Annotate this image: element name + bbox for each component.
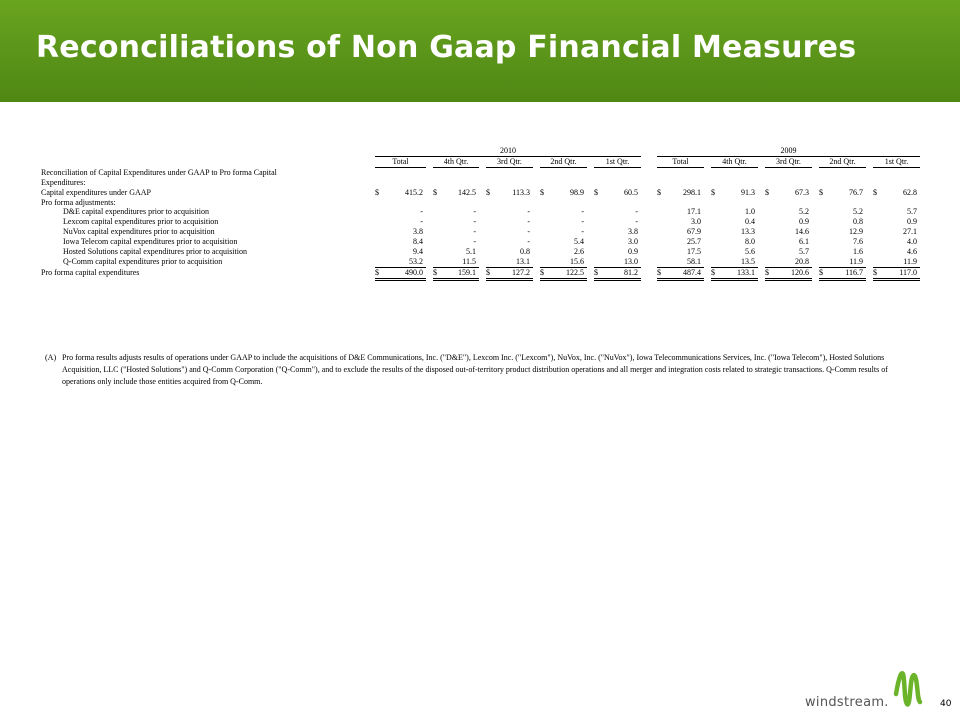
gap-cell — [587, 156, 594, 167]
gap-cell — [587, 217, 594, 227]
gap-cell — [479, 156, 486, 167]
column-header: 3rd Qtr. — [765, 156, 812, 167]
logo-wordmark: windstream. — [805, 695, 889, 710]
currency-cell — [765, 227, 778, 237]
currency-cell — [657, 207, 670, 217]
column-header: 2nd Qtr. — [540, 156, 587, 167]
gap-cell — [426, 247, 433, 257]
currency-cell — [765, 237, 778, 247]
column-header-row — [41, 156, 920, 167]
value-cell: 3.8 — [413, 227, 423, 237]
gap-cell — [812, 207, 819, 217]
currency-cell — [486, 247, 499, 257]
gap-cell — [641, 257, 657, 267]
value-cell: 13.5 — [724, 257, 758, 267]
currency-cell: $ — [657, 187, 661, 197]
value-cell: 113.3 — [512, 187, 530, 197]
currency-cell — [540, 237, 553, 247]
value-cell: 3.8 — [628, 227, 638, 237]
gap-cell — [641, 237, 657, 247]
currency-cell: $ — [819, 267, 832, 279]
currency-cell: $ — [765, 267, 778, 279]
currency-cell — [873, 257, 886, 267]
gap-cell — [704, 267, 711, 279]
value-cell: - — [527, 207, 530, 217]
value-cell: 81.2 — [607, 267, 641, 279]
currency-cell — [594, 257, 607, 267]
gap-cell — [426, 267, 433, 279]
gap-cell — [479, 237, 486, 247]
currency-cell — [594, 227, 607, 237]
currency-cell — [657, 227, 670, 237]
currency-cell: $ — [765, 187, 769, 197]
currency-cell — [765, 217, 778, 227]
gap-cell — [479, 267, 486, 279]
gap-cell — [479, 188, 486, 198]
value-cell: - — [581, 227, 584, 237]
value-cell: 5.2 — [799, 207, 809, 217]
column-header: 4th Qtr. — [433, 156, 479, 167]
value-cell: - — [420, 207, 423, 217]
gap-cell — [812, 217, 819, 227]
gap-cell — [479, 217, 486, 227]
gap-cell — [533, 217, 540, 227]
currency-cell — [486, 227, 499, 237]
currency-cell — [819, 257, 832, 267]
page-number: 40 — [940, 699, 952, 709]
gap-cell — [812, 188, 819, 198]
value-cell: 490.0 — [388, 267, 426, 279]
value-cell: 4.6 — [907, 247, 917, 257]
gap-cell — [533, 257, 540, 267]
value-cell: 6.1 — [799, 237, 809, 247]
value-cell: 12.9 — [849, 227, 863, 237]
gap-cell — [758, 207, 765, 217]
currency-cell — [540, 217, 553, 227]
currency-cell — [819, 207, 832, 217]
gap-cell — [758, 227, 765, 237]
currency-cell — [819, 237, 832, 247]
gap-cell — [704, 257, 711, 267]
currency-cell — [540, 227, 553, 237]
gap-cell — [479, 247, 486, 257]
blank-cell — [41, 156, 375, 167]
value-cell: 13.1 — [499, 257, 533, 267]
gap-cell — [587, 207, 594, 217]
value-cell: 1.6 — [853, 247, 863, 257]
value-cell: 17.1 — [687, 207, 701, 217]
value-cell: - — [527, 217, 530, 227]
table-body — [41, 146, 920, 279]
currency-cell — [873, 227, 886, 237]
row-label: Expenditures: — [41, 177, 86, 187]
currency-cell: $ — [711, 187, 715, 197]
value-cell: 159.1 — [446, 267, 479, 279]
currency-cell — [873, 237, 886, 247]
row-label: Capital expenditures under GAAP — [41, 187, 151, 197]
value-cell: 76.7 — [849, 187, 863, 197]
value-cell: 122.5 — [553, 267, 587, 279]
value-cell: 127.2 — [499, 267, 533, 279]
value-cell: - — [527, 237, 530, 247]
currency-cell — [819, 227, 832, 237]
value-cell: 0.4 — [745, 217, 755, 227]
gap-cell — [812, 267, 819, 279]
gap-cell — [533, 156, 540, 167]
value-cell: 17.5 — [687, 247, 701, 257]
value-cell: 1.0 — [745, 207, 755, 217]
gap-cell — [704, 207, 711, 217]
gap-cell — [866, 237, 873, 247]
currency-cell — [486, 257, 499, 267]
title-bar — [0, 0, 960, 102]
currency-cell — [594, 247, 607, 257]
value-cell: - — [473, 227, 476, 237]
value-cell: 142.5 — [458, 187, 476, 197]
gap-cell — [587, 247, 594, 257]
gap-cell — [587, 267, 594, 279]
currency-cell — [657, 257, 670, 267]
currency-cell — [873, 247, 886, 257]
value-cell: 67.9 — [687, 227, 701, 237]
currency-cell — [873, 217, 886, 227]
blank-cell — [41, 146, 375, 156]
gap-cell — [866, 207, 873, 217]
currency-cell — [375, 207, 388, 217]
currency-cell — [873, 207, 886, 217]
gap-cell — [641, 188, 657, 198]
value-cell: 91.3 — [741, 187, 755, 197]
gap-cell — [704, 156, 711, 167]
currency-cell — [433, 247, 446, 257]
year-2009: 2009 — [657, 146, 920, 156]
value-cell: 5.4 — [574, 237, 584, 247]
value-cell: - — [581, 207, 584, 217]
value-cell: - — [635, 217, 638, 227]
gap-cell — [533, 188, 540, 198]
value-cell: 5.2 — [853, 207, 863, 217]
gap-cell — [866, 227, 873, 237]
gap-cell — [812, 257, 819, 267]
value-cell: 7.6 — [853, 237, 863, 247]
logo-wave-icon — [893, 664, 923, 712]
value-cell: - — [635, 207, 638, 217]
value-cell: - — [473, 217, 476, 227]
gap-cell — [426, 257, 433, 267]
gap-cell — [479, 227, 486, 237]
gap-cell — [641, 217, 657, 227]
currency-cell — [433, 217, 446, 227]
gap-cell — [704, 237, 711, 247]
currency-cell — [486, 217, 499, 227]
value-cell: 5.7 — [799, 247, 809, 257]
value-cell: 58.1 — [670, 257, 704, 267]
year-header-row — [41, 146, 920, 156]
value-cell: 487.4 — [670, 267, 704, 279]
currency-cell — [819, 217, 832, 227]
currency-cell — [594, 207, 607, 217]
gap-cell — [812, 247, 819, 257]
currency-cell — [433, 237, 446, 247]
value-cell: 67.3 — [795, 187, 809, 197]
value-cell: 3.0 — [691, 217, 701, 227]
gap-cell — [866, 188, 873, 198]
value-cell: 8.4 — [413, 237, 423, 247]
value-cell: - — [527, 227, 530, 237]
year-2010: 2010 — [375, 146, 641, 156]
value-cell: 9.4 — [413, 247, 423, 257]
gap-cell — [426, 156, 433, 167]
adjustment-row — [41, 217, 920, 227]
value-cell: 298.1 — [683, 187, 701, 197]
currency-cell — [433, 257, 446, 267]
gap-cell — [758, 267, 765, 279]
section-title-row — [41, 167, 920, 177]
gap-cell — [641, 207, 657, 217]
gap-cell — [641, 156, 657, 167]
currency-cell — [594, 217, 607, 227]
column-header: 3rd Qtr. — [486, 156, 533, 167]
value-cell: 5.1 — [466, 247, 476, 257]
currency-cell — [657, 247, 670, 257]
value-cell: 11.9 — [832, 257, 866, 267]
gap-cell — [812, 237, 819, 247]
row-label: Reconciliation of Capital Expenditures under GAAP to Pro forma Capital — [41, 167, 277, 177]
adjustments-label-row — [41, 198, 920, 208]
adjustment-row — [41, 227, 920, 237]
value-cell: - — [473, 237, 476, 247]
gap-cell — [587, 188, 594, 198]
gap-cell — [866, 247, 873, 257]
gap-cell — [758, 217, 765, 227]
gap-cell — [641, 146, 657, 156]
footnote-mark: (A) — [45, 353, 57, 362]
column-header: Total — [375, 156, 426, 167]
value-cell: 116.7 — [832, 267, 866, 279]
currency-cell: $ — [486, 267, 499, 279]
row-label: Hosted Solutions capital expenditures prior to acquisition — [63, 247, 247, 257]
currency-cell — [657, 237, 670, 247]
gap-cell — [758, 257, 765, 267]
value-cell: 117.0 — [886, 267, 920, 279]
value-cell: 0.9 — [628, 247, 638, 257]
gap-cell — [533, 207, 540, 217]
currency-cell: $ — [375, 267, 388, 279]
value-cell: - — [581, 217, 584, 227]
gap-cell — [426, 207, 433, 217]
currency-cell — [711, 207, 724, 217]
section-title-row — [41, 178, 920, 188]
gap-cell — [866, 267, 873, 279]
column-header: 4th Qtr. — [711, 156, 758, 167]
row-label: D&E capital expenditures prior to acquisition — [63, 207, 209, 217]
currency-cell — [765, 207, 778, 217]
currency-cell — [375, 237, 388, 247]
currency-cell: $ — [819, 187, 823, 197]
adjustment-row — [41, 257, 920, 267]
adjustment-row — [41, 237, 920, 247]
value-cell: 11.5 — [446, 257, 479, 267]
currency-cell: $ — [433, 267, 446, 279]
proforma-total-row — [41, 267, 920, 279]
gap-cell — [704, 188, 711, 198]
column-header: Total — [657, 156, 704, 167]
gap-cell — [533, 247, 540, 257]
value-cell: 415.2 — [405, 187, 423, 197]
value-cell: 0.8 — [853, 217, 863, 227]
currency-cell — [375, 257, 388, 267]
value-cell: 13.0 — [607, 257, 641, 267]
value-cell: - — [473, 207, 476, 217]
currency-cell — [711, 237, 724, 247]
adjustment-row — [41, 247, 920, 257]
currency-cell: $ — [486, 187, 490, 197]
gap-cell — [758, 188, 765, 198]
gap-cell — [704, 227, 711, 237]
currency-cell: $ — [433, 187, 437, 197]
currency-cell: $ — [873, 267, 886, 279]
currency-cell: $ — [711, 267, 724, 279]
currency-cell — [765, 247, 778, 257]
gap-cell — [587, 257, 594, 267]
row-label: Lexcom capital expenditures prior to acquisition — [63, 217, 219, 227]
currency-cell — [765, 257, 778, 267]
gap-cell — [704, 217, 711, 227]
value-cell: 14.6 — [795, 227, 809, 237]
value-cell: 62.8 — [903, 187, 917, 197]
gap-cell — [479, 257, 486, 267]
value-cell: - — [420, 217, 423, 227]
gap-cell — [812, 227, 819, 237]
value-cell: 0.9 — [907, 217, 917, 227]
currency-cell — [433, 207, 446, 217]
column-header: 1st Qtr. — [594, 156, 641, 167]
currency-cell — [375, 217, 388, 227]
gap-cell — [758, 237, 765, 247]
value-cell: 120.6 — [778, 267, 812, 279]
gap-cell — [758, 156, 765, 167]
value-cell: 5.7 — [907, 207, 917, 217]
row-label: Pro forma capital expenditures — [41, 268, 140, 278]
gap-cell — [641, 227, 657, 237]
value-cell: 15.6 — [553, 257, 587, 267]
currency-cell: $ — [594, 187, 598, 197]
footnote-text: Pro forma results adjusts results of operations under GAAP to include the acquisitions of D&E Communications, Inc. ("D&E"), Lexcom Inc. ("Lexcom"), NuVox, Inc. ("NuVox"), Iowa Telecommunications Services, Inc. ("Iowa Telecom"), Hosted Solutions Acquisition, LLC ("Hosted Solutions") and Q-Comm Corporation ("Q-Comm"), and to exclude the results of the disposed out-of-territory product distribution operations and all merger and integration costs related to strategic transactions. Q-Comm results of operations only include those entities acquired from Q-Comm. — [62, 353, 888, 386]
currency-cell — [375, 227, 388, 237]
gap-cell — [426, 227, 433, 237]
row-label: NuVox capital expenditures prior to acquisition — [63, 227, 215, 237]
value-cell: 27.1 — [903, 227, 917, 237]
currency-cell — [711, 247, 724, 257]
value-cell: 25.7 — [687, 237, 701, 247]
currency-cell — [486, 237, 499, 247]
slide-title: Reconciliations of Non Gaap Financial Measures — [36, 30, 857, 65]
footnote — [45, 352, 915, 388]
row-label: Iowa Telecom capital expenditures prior to acquisition — [63, 237, 238, 247]
gap-cell — [866, 257, 873, 267]
gap-cell — [426, 188, 433, 198]
value-cell: 4.0 — [907, 237, 917, 247]
currency-cell: $ — [657, 267, 670, 279]
column-header: 1st Qtr. — [873, 156, 920, 167]
currency-cell — [540, 207, 553, 217]
currency-cell — [594, 237, 607, 247]
currency-cell — [540, 257, 553, 267]
capex-reconciliation-table — [41, 146, 920, 281]
row-label: Q-Comm capital expenditures prior to acquisition — [63, 257, 223, 267]
value-cell: 11.9 — [886, 257, 920, 267]
gap-cell — [587, 227, 594, 237]
currency-cell: $ — [540, 267, 553, 279]
value-cell: 0.8 — [520, 247, 530, 257]
gap-cell — [533, 237, 540, 247]
currency-cell: $ — [873, 187, 877, 197]
gap-cell — [533, 227, 540, 237]
gap-cell — [704, 247, 711, 257]
gap-cell — [866, 217, 873, 227]
value-cell: 0.9 — [799, 217, 809, 227]
gap-cell — [866, 156, 873, 167]
currency-cell — [540, 247, 553, 257]
gap-cell — [426, 237, 433, 247]
gap-cell — [426, 217, 433, 227]
value-cell: 8.0 — [745, 237, 755, 247]
currency-cell — [711, 257, 724, 267]
currency-cell — [486, 207, 499, 217]
gap-cell — [641, 247, 657, 257]
gap-cell — [758, 247, 765, 257]
currency-cell — [711, 227, 724, 237]
value-cell: 133.1 — [724, 267, 758, 279]
currency-cell — [375, 247, 388, 257]
currency-cell — [657, 217, 670, 227]
value-cell: 3.0 — [628, 237, 638, 247]
gap-cell — [812, 156, 819, 167]
capex-gaap-row — [41, 188, 920, 198]
value-cell: 5.6 — [745, 247, 755, 257]
value-cell: 53.2 — [388, 257, 426, 267]
gap-cell — [641, 267, 657, 279]
currency-cell: $ — [540, 187, 544, 197]
value-cell: 2.6 — [574, 247, 584, 257]
value-cell: 20.8 — [778, 257, 812, 267]
currency-cell — [711, 217, 724, 227]
gap-cell — [533, 267, 540, 279]
adjustment-row — [41, 207, 920, 217]
gap-cell — [479, 207, 486, 217]
row-label: Pro forma adjustments: — [41, 197, 116, 207]
value-cell: 60.5 — [624, 187, 638, 197]
currency-cell: $ — [375, 187, 379, 197]
currency-cell — [433, 227, 446, 237]
gap-cell — [587, 237, 594, 247]
value-cell: 13.3 — [741, 227, 755, 237]
column-header: 2nd Qtr. — [819, 156, 866, 167]
value-cell: 98.9 — [570, 187, 584, 197]
currency-cell — [819, 247, 832, 257]
currency-cell: $ — [594, 267, 607, 279]
windstream-logo — [805, 664, 925, 714]
